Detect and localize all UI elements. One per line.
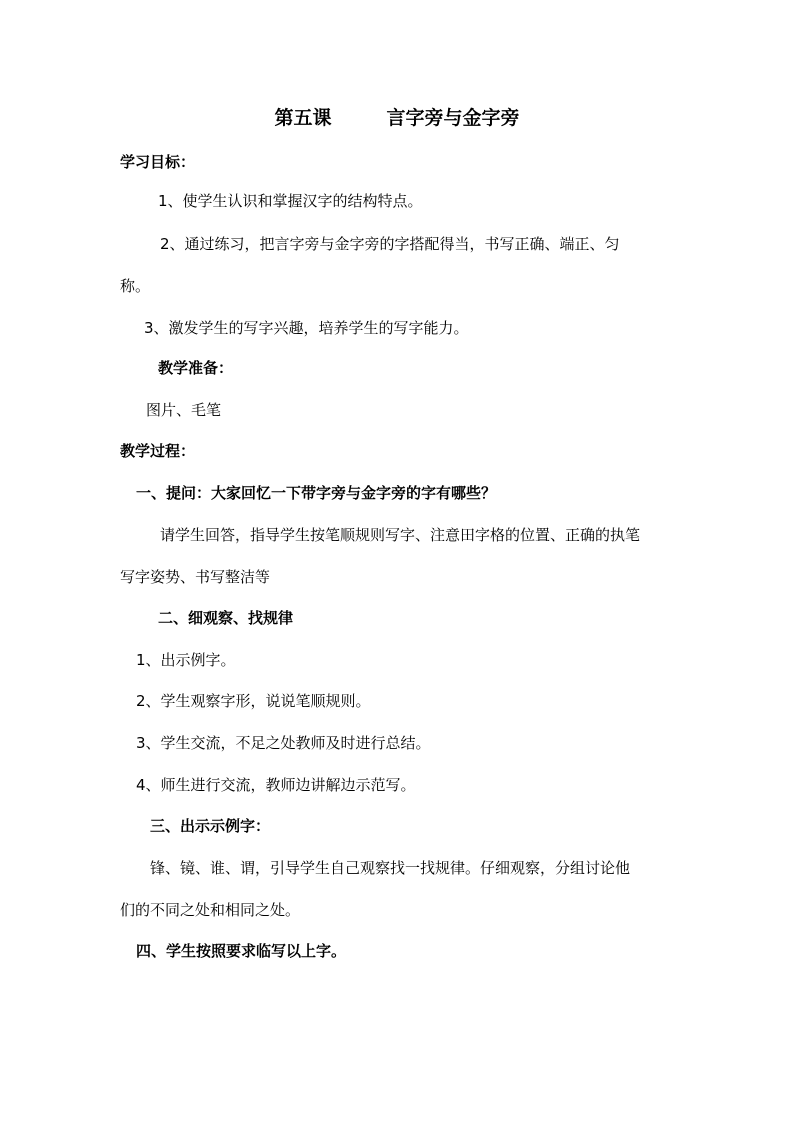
section-2-item-4: 4、师生进行交流，教师边讲解边示范写。	[136, 776, 416, 794]
objective-item-1: 1、使学生认识和掌握汉字的结构特点。	[158, 192, 423, 210]
section-2-item-2: 2、学生观察字形，说说笔顺规则。	[136, 692, 371, 710]
section-3-heading: 三、出示示例字：	[150, 817, 271, 835]
section-1-line-1: 请学生回答，指导学生按笔顺规则写字、注意田字格的位置、正确的执笔	[160, 526, 641, 544]
process-heading: 教学过程：	[120, 442, 196, 460]
objective-item-3: 3、激发学生的写字兴趣，培养学生的写字能力。	[144, 319, 469, 337]
section-2-heading: 二、细观察、找规律	[158, 609, 294, 627]
section-2-item-3: 3、学生交流，不足之处教师及时进行总结。	[136, 734, 431, 752]
objective-item-2-line-1: 2、通过练习，把言字旁与金字旁的字搭配得当，书写正确、端正、匀	[160, 235, 620, 253]
section-1-heading: 一、提问：大家回忆一下带字旁与金字旁的字有哪些？	[136, 484, 497, 502]
lesson-number: 第五课	[274, 107, 332, 129]
preparation-content: 图片、毛笔	[146, 401, 222, 419]
section-1-line-2: 写字姿势、书写整洁等	[120, 568, 271, 586]
lesson-topic: 言字旁与金字旁	[386, 107, 520, 129]
section-4-heading: 四、学生按照要求临写以上字。	[136, 942, 347, 960]
section-3-line-1: 锋、镜、谁、谓，引导学生自己观察找一找规律。仔细观察，分组讨论他	[150, 859, 631, 877]
preparation-heading: 教学准备：	[158, 359, 234, 377]
objectives-heading: 学习目标：	[120, 153, 196, 171]
section-3-line-2: 们的不同之处和相同之处。	[120, 901, 301, 919]
section-2-item-1: 1、出示例字。	[136, 651, 236, 669]
page-title	[0, 105, 794, 131]
objective-item-2-line-2: 称。	[120, 277, 151, 295]
